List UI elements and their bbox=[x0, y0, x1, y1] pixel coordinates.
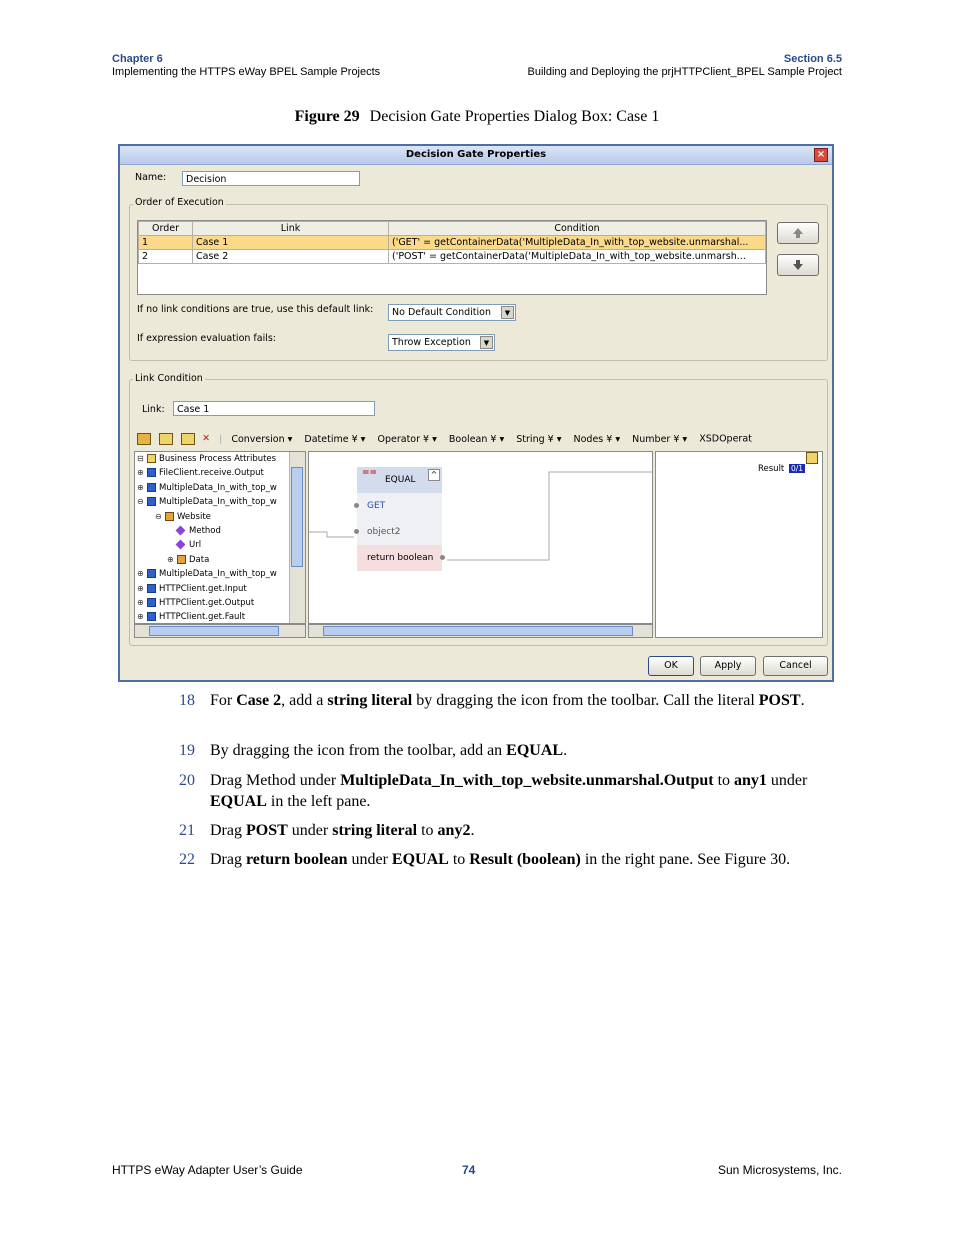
menu-operator[interactable]: Operator ¥ ▾ bbox=[377, 433, 437, 445]
move-up-button[interactable] bbox=[777, 222, 819, 244]
source-tree-pane bbox=[134, 451, 306, 624]
section-title: Building and Deploying the prjHTTPClient_BPEL Sample Project bbox=[527, 66, 842, 78]
fail-select[interactable] bbox=[388, 334, 495, 351]
tree-item[interactable]: ⊟ Business Process Attributes bbox=[137, 454, 277, 464]
default-link-label: If no link conditions are true, use this default link: bbox=[137, 304, 374, 315]
default-link-value: No Default Condition bbox=[392, 307, 492, 318]
node-output[interactable]: return boolean bbox=[357, 545, 442, 571]
row-order: 1 bbox=[139, 236, 193, 250]
tree-item[interactable]: ⊖ Website bbox=[155, 511, 211, 522]
apply-button[interactable]: Apply bbox=[700, 656, 756, 676]
tree-horizontal-scrollbar[interactable] bbox=[134, 624, 306, 638]
order-table-wrap bbox=[137, 220, 767, 295]
dialog-titlebar bbox=[120, 146, 832, 165]
menu-conversion[interactable]: Conversion ▾ bbox=[231, 433, 293, 445]
node-header bbox=[357, 467, 442, 493]
tree-hscroll-thumb[interactable] bbox=[149, 626, 279, 636]
menu-number[interactable]: Number ¥ ▾ bbox=[632, 433, 688, 445]
tree-item[interactable]: ⊕ FileClient.receive.Output bbox=[137, 468, 264, 479]
arrow-down-icon bbox=[791, 258, 805, 272]
col-link[interactable]: Link bbox=[193, 222, 389, 236]
row-link: Case 1 bbox=[193, 236, 389, 250]
cancel-button[interactable]: Cancel bbox=[763, 656, 828, 676]
footer-title: HTTPS eWay Adapter User’s Guide bbox=[112, 1163, 303, 1177]
paste-icon[interactable] bbox=[181, 433, 195, 445]
figure-label: Figure 29 bbox=[294, 108, 360, 125]
row-order: 2 bbox=[139, 250, 193, 264]
menu-datetime[interactable]: Datetime ¥ ▾ bbox=[304, 433, 366, 445]
canvas-hscroll-thumb[interactable] bbox=[323, 626, 633, 636]
link-label: Link: bbox=[142, 404, 165, 415]
folder-icon bbox=[806, 452, 818, 464]
collapse-icon[interactable]: ^ bbox=[428, 469, 440, 481]
tree-item[interactable]: Url bbox=[137, 538, 289, 552]
tree-item[interactable]: ⊖ MultipleData_In_with_top_w bbox=[137, 497, 277, 508]
table-header bbox=[139, 222, 766, 236]
page-header-right bbox=[528, 53, 842, 79]
link-field[interactable]: Case 1 bbox=[173, 401, 375, 416]
arrow-up-icon bbox=[791, 226, 805, 240]
move-down-button[interactable] bbox=[777, 254, 819, 276]
name-label: Name: bbox=[135, 172, 167, 183]
tree-item[interactable]: ⊕ HTTPClient.get.Input bbox=[137, 583, 247, 594]
table-row[interactable] bbox=[139, 250, 766, 264]
dialog-title: Decision Gate Properties bbox=[405, 149, 547, 160]
node-input-2[interactable]: object2 bbox=[357, 519, 442, 545]
footer-company: Sun Microsystems, Inc. bbox=[717, 1163, 842, 1177]
link-condition-legend: Link Condition bbox=[135, 373, 203, 384]
delete-icon[interactable]: ✕ bbox=[202, 433, 211, 444]
figure-title: Decision Gate Properties Dialog Box: Case 1 bbox=[369, 108, 660, 125]
tree-item[interactable]: ⊕ HTTPClient.get.Fault bbox=[137, 612, 246, 623]
menu-xsdoperat[interactable]: XSDOperat bbox=[699, 433, 752, 445]
default-link-select[interactable] bbox=[388, 304, 516, 321]
tree-item[interactable]: ⊕ Data bbox=[167, 554, 210, 565]
col-order[interactable]: Order bbox=[139, 222, 193, 236]
figure-caption bbox=[0, 108, 954, 126]
close-icon[interactable]: × bbox=[814, 148, 828, 162]
menu-nodes[interactable]: Nodes ¥ ▾ bbox=[573, 433, 621, 445]
source-tree bbox=[137, 452, 289, 624]
page-header-left bbox=[112, 53, 380, 79]
boolean-icon: 0/1 bbox=[790, 464, 804, 473]
decision-gate-dialog bbox=[118, 144, 834, 682]
row-link: Case 2 bbox=[193, 250, 389, 264]
tree-item[interactable]: ⊕ MultipleData_In_with_top_w bbox=[137, 482, 277, 493]
tree-item[interactable]: Method bbox=[137, 524, 289, 538]
table-row[interactable] bbox=[139, 236, 766, 250]
name-field[interactable]: Decision bbox=[182, 171, 360, 186]
page-number: 74 bbox=[462, 1163, 476, 1177]
mapper-toolbar bbox=[137, 431, 827, 447]
result-node[interactable] bbox=[758, 464, 805, 474]
col-condition[interactable]: Condition bbox=[389, 222, 766, 236]
equal-operator-node[interactable] bbox=[357, 467, 442, 571]
order-table bbox=[138, 221, 766, 264]
row-condition: ('GET' = getContainerData('MultipleData_In_with_top_website.unmarshal... bbox=[389, 236, 766, 250]
chevron-down-icon: ▼ bbox=[501, 306, 514, 319]
order-legend: Order of Execution bbox=[135, 197, 224, 208]
chevron-down-icon: ▼ bbox=[480, 336, 493, 349]
chapter-label: Chapter 6 bbox=[112, 53, 163, 65]
node-title: EQUAL bbox=[385, 475, 416, 485]
tree-vertical-scrollbar[interactable] bbox=[289, 452, 305, 623]
toolbar-divider: | bbox=[219, 433, 223, 445]
add-node-icon[interactable] bbox=[137, 433, 151, 445]
fail-label: If expression evaluation fails: bbox=[137, 333, 277, 344]
menu-boolean[interactable]: Boolean ¥ ▾ bbox=[448, 433, 505, 445]
tree-item[interactable]: ⊕ HTTPClient.get.Output bbox=[137, 598, 255, 609]
chapter-title: Implementing the HTTPS eWay BPEL Sample Projects bbox=[112, 66, 381, 78]
tree-item[interactable]: ⊕ MultipleData_In_with_top_w bbox=[137, 569, 277, 580]
copy-icon[interactable] bbox=[159, 433, 173, 445]
fail-value: Throw Exception bbox=[392, 337, 471, 348]
row-condition: ('POST' = getContainerData('MultipleData_In_with_top_website.unmarsh... bbox=[389, 250, 766, 264]
canvas-horizontal-scrollbar[interactable] bbox=[308, 624, 653, 638]
result-label: Result bbox=[758, 464, 785, 474]
equal-icon: == bbox=[362, 468, 378, 478]
node-input-1[interactable]: GET bbox=[357, 493, 442, 519]
tree-scroll-thumb[interactable] bbox=[291, 467, 303, 567]
ok-button[interactable]: OK bbox=[648, 656, 694, 676]
destination-tree-pane bbox=[655, 451, 823, 638]
section-label: Section 6.5 bbox=[783, 53, 842, 65]
menu-string[interactable]: String ¥ ▾ bbox=[516, 433, 562, 445]
